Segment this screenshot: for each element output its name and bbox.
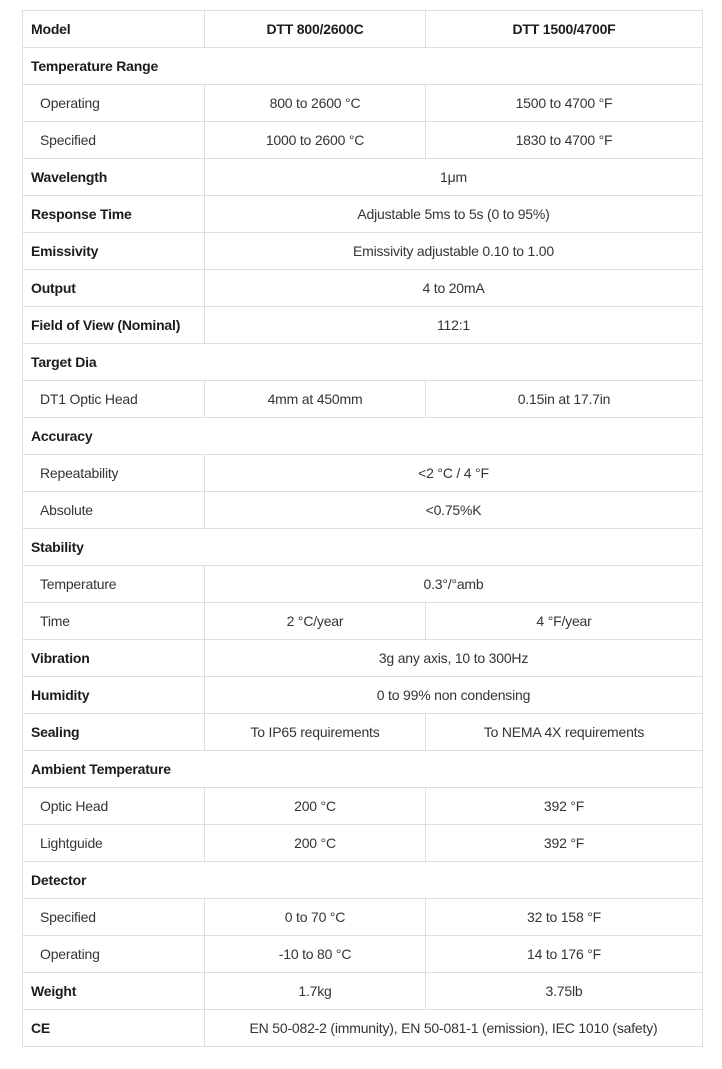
- row-value-celsius: 4mm at 450mm: [205, 381, 426, 418]
- section-header-label: Accuracy: [23, 418, 703, 455]
- row-value-celsius: 800 to 2600 °C: [205, 85, 426, 122]
- header-model-label: Model: [23, 11, 205, 48]
- section-header-label: Temperature Range: [23, 48, 703, 85]
- table-row: [23, 455, 703, 492]
- row-label: Response Time: [23, 196, 205, 233]
- table-row: [23, 677, 703, 714]
- row-label: Output: [23, 270, 205, 307]
- table-row: [23, 196, 703, 233]
- section-row: [23, 344, 703, 381]
- row-value-merged: Emissivity adjustable 0.10 to 1.00: [205, 233, 703, 270]
- row-value-fahrenheit: 1500 to 4700 °F: [426, 85, 703, 122]
- row-value-merged: 0.3°/°amb: [205, 566, 703, 603]
- row-value-merged: <2 °C / 4 °F: [205, 455, 703, 492]
- spec-table: [22, 10, 703, 1047]
- row-value-merged: 1μm: [205, 159, 703, 196]
- row-value-merged: <0.75%K: [205, 492, 703, 529]
- row-value-merged: EN 50-082-2 (immunity), EN 50-081-1 (emission), IEC 1010 (safety): [205, 1010, 703, 1047]
- row-value-merged: 0 to 99% non condensing: [205, 677, 703, 714]
- row-label: Vibration: [23, 640, 205, 677]
- header-model-celsius: DTT 800/2600C: [205, 11, 426, 48]
- row-value-fahrenheit: 392 °F: [426, 788, 703, 825]
- row-label: Optic Head: [23, 788, 205, 825]
- row-label: Specified: [23, 899, 205, 936]
- row-label: Time: [23, 603, 205, 640]
- row-label: Field of View (Nominal): [23, 307, 205, 344]
- row-value-fahrenheit: 32 to 158 °F: [426, 899, 703, 936]
- row-value-fahrenheit: 4 °F/year: [426, 603, 703, 640]
- table-row: [23, 307, 703, 344]
- section-row: [23, 862, 703, 899]
- row-label: Repeatability: [23, 455, 205, 492]
- table-row: [23, 714, 703, 751]
- row-value-celsius: 200 °C: [205, 825, 426, 862]
- table-row: [23, 85, 703, 122]
- row-value-fahrenheit: 1830 to 4700 °F: [426, 122, 703, 159]
- table-row: [23, 825, 703, 862]
- row-label: Lightguide: [23, 825, 205, 862]
- row-value-celsius: -10 to 80 °C: [205, 936, 426, 973]
- section-row: [23, 529, 703, 566]
- table-row: [23, 233, 703, 270]
- row-value-celsius: 2 °C/year: [205, 603, 426, 640]
- section-row: [23, 418, 703, 455]
- table-row: [23, 566, 703, 603]
- row-label: DT1 Optic Head: [23, 381, 205, 418]
- table-row: [23, 492, 703, 529]
- row-value-celsius: 0 to 70 °C: [205, 899, 426, 936]
- table-row: [23, 973, 703, 1010]
- table-row: [23, 122, 703, 159]
- row-value-merged: Adjustable 5ms to 5s (0 to 95%): [205, 196, 703, 233]
- row-label: Emissivity: [23, 233, 205, 270]
- section-header-label: Detector: [23, 862, 703, 899]
- section-header-label: Target Dia: [23, 344, 703, 381]
- row-value-merged: 3g any axis, 10 to 300Hz: [205, 640, 703, 677]
- table-row: [23, 1010, 703, 1047]
- row-label: Operating: [23, 85, 205, 122]
- row-value-fahrenheit: 392 °F: [426, 825, 703, 862]
- table-row: [23, 270, 703, 307]
- row-label: CE: [23, 1010, 205, 1047]
- row-label: Wavelength: [23, 159, 205, 196]
- table-row: [23, 603, 703, 640]
- section-row: [23, 48, 703, 85]
- row-label: Operating: [23, 936, 205, 973]
- row-value-merged: 4 to 20mA: [205, 270, 703, 307]
- table-row: [23, 936, 703, 973]
- row-label: Specified: [23, 122, 205, 159]
- row-value-fahrenheit: To NEMA 4X requirements: [426, 714, 703, 751]
- row-value-fahrenheit: 0.15in at 17.7in: [426, 381, 703, 418]
- table-header-row: [23, 11, 703, 48]
- table-row: [23, 899, 703, 936]
- row-label: Sealing: [23, 714, 205, 751]
- row-value-fahrenheit: 3.75lb: [426, 973, 703, 1010]
- table-row: [23, 788, 703, 825]
- row-label: Absolute: [23, 492, 205, 529]
- header-model-fahrenheit: DTT 1500/4700F: [426, 11, 703, 48]
- section-row: [23, 751, 703, 788]
- table-row: [23, 381, 703, 418]
- row-value-celsius: To IP65 requirements: [205, 714, 426, 751]
- table-row: [23, 640, 703, 677]
- row-value-celsius: 1000 to 2600 °C: [205, 122, 426, 159]
- row-value-fahrenheit: 14 to 176 °F: [426, 936, 703, 973]
- row-label: Temperature: [23, 566, 205, 603]
- row-value-merged: 112:1: [205, 307, 703, 344]
- row-value-celsius: 200 °C: [205, 788, 426, 825]
- row-label: Humidity: [23, 677, 205, 714]
- table-row: [23, 159, 703, 196]
- section-header-label: Ambient Temperature: [23, 751, 703, 788]
- row-value-celsius: 1.7kg: [205, 973, 426, 1010]
- section-header-label: Stability: [23, 529, 703, 566]
- row-label: Weight: [23, 973, 205, 1010]
